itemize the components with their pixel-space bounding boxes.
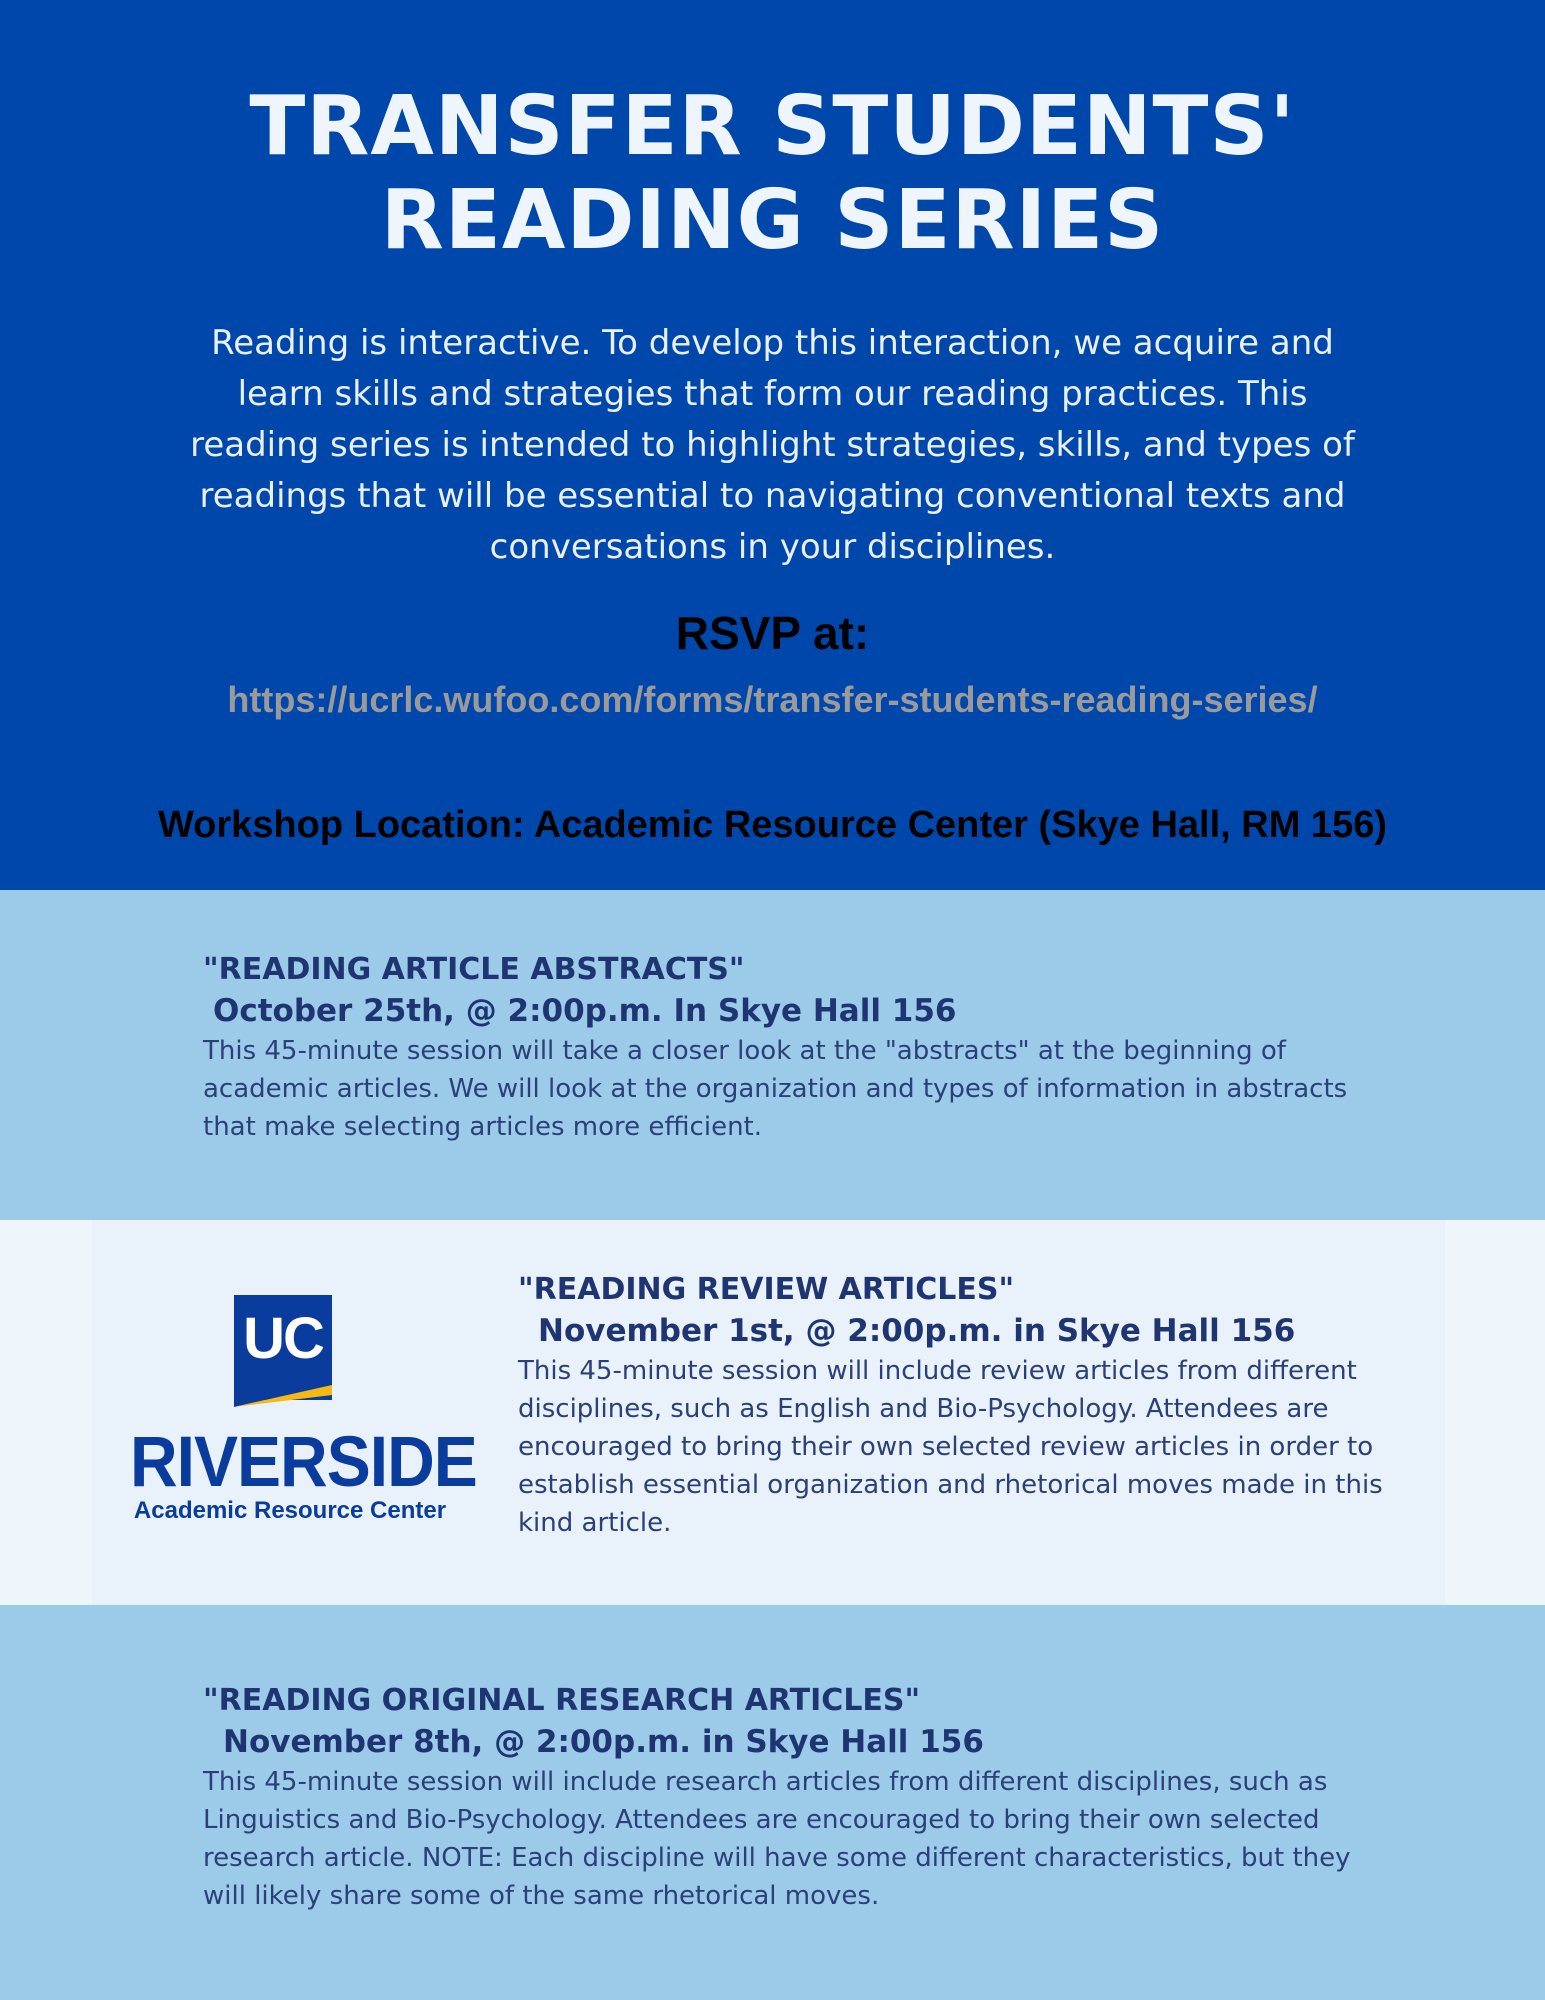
logo-riverside-text: RIVERSIDE (130, 1421, 477, 1501)
session-description: This 45-minute session will include research articles from different disciplines, such as Linguistics and Bio-Psychology. Attendees are encouraged to bring their own selected research article. NOTE: Each discipline will have some different characteristics, but they will likely share some of the same rhetorical moves. (203, 1767, 1351, 1911)
session-date: November 1st, @ 2:00p.m. in Skye Hall 156 (538, 1313, 1296, 1349)
session-research (203, 1683, 1378, 1915)
workshop-location: Workshop Location: Academic Resource Center (Skye Hall, RM 156) (157, 804, 1387, 846)
page-title (0, 80, 1545, 268)
logo-gold-stripe (234, 1377, 332, 1407)
uc-riverside-logo (130, 1295, 477, 1530)
rsvp-label: RSVP at: (675, 607, 870, 659)
title-line-2: READING SERIES (380, 173, 1165, 268)
session-date: November 8th, @ 2:00p.m. in Skye Hall 156 (223, 1724, 984, 1760)
session-title: "READING REVIEW ARTICLES" (518, 1272, 1015, 1307)
intro-paragraph: Reading is interactive. To develop this interaction, we acquire and learn skills and strategies that form our reading practices. This reading series is intended to highlight strategies, skills, and types of readings that will be essential to navigating conventional texts and conversations in your disciplines. (190, 323, 1355, 567)
session-description: This 45-minute session will include review articles from different disciplines, such as English and Bio-Psychology. Attendees are encouraged to bring their own selected review articles in order to establish essential organization and rhetorical moves made in this kind article. (518, 1356, 1383, 1538)
logo-uc-text: UC (243, 1306, 323, 1371)
session-date: October 25th, @ 2:00p.m. In Skye Hall 156 (213, 993, 957, 1029)
session-abstracts (203, 952, 1363, 1146)
session-title: "READING ARTICLE ABSTRACTS" (203, 952, 745, 987)
title-line-1: TRANSFER STUDENTS' (249, 79, 1296, 174)
rsvp-link[interactable]: https://ucrlc.wufoo.com/forms/transfer-students-reading-series/ (227, 679, 1318, 720)
session-band-1 (0, 890, 1545, 1220)
session-description: This 45-minute session will take a closer look at the "abstracts" at the beginning of academic articles. We will look at the organization and types of information in abstracts that make selecting articles more efficient. (203, 1036, 1348, 1142)
session-review (518, 1272, 1433, 1542)
session-band-3 (0, 1605, 1545, 2000)
session-title: "READING ORIGINAL RESEARCH ARTICLES" (203, 1683, 921, 1718)
logo-unit-text: Academic Resource Center (133, 1497, 447, 1524)
header-section (0, 0, 1545, 890)
